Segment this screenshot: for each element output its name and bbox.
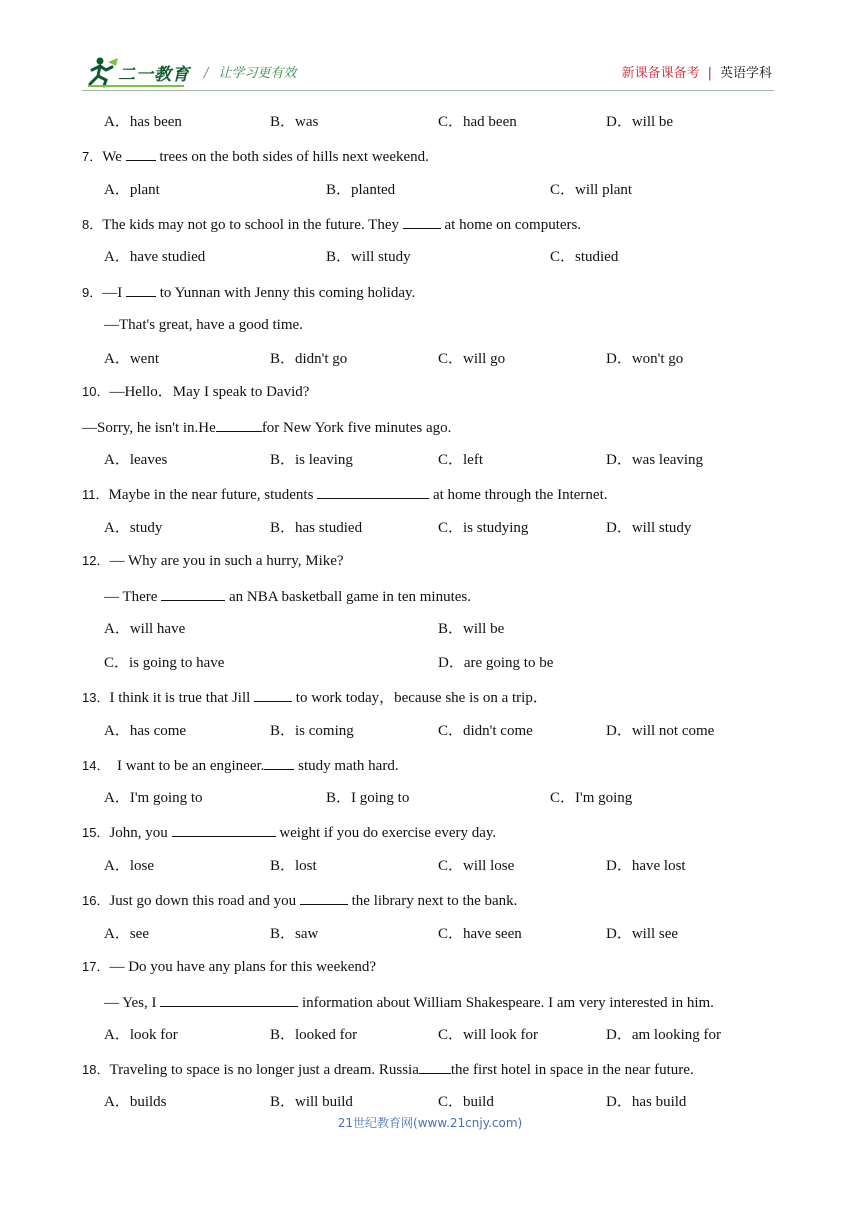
option-d: D．will not come bbox=[606, 723, 715, 739]
option-a: A．plant bbox=[104, 182, 160, 198]
option-d: D．will study bbox=[606, 520, 692, 536]
question-16 bbox=[82, 890, 517, 910]
question-12 bbox=[82, 552, 344, 570]
question-number: 9． bbox=[82, 285, 103, 300]
option-a: A．I'm going to bbox=[104, 790, 203, 806]
question-text-cont: trees on the both sides of hills next weekend. bbox=[155, 149, 429, 165]
question-11 bbox=[82, 484, 607, 504]
question-text-cont: at home on computers. bbox=[440, 217, 582, 233]
question-number: 13． bbox=[82, 690, 110, 705]
question-7 bbox=[82, 146, 429, 166]
option-a: A．has been bbox=[104, 114, 182, 130]
answer-blank bbox=[216, 417, 262, 432]
answer-blank bbox=[264, 755, 294, 770]
header-course-label: 新课备课备考 bbox=[621, 66, 700, 81]
option-b: B．was bbox=[270, 114, 319, 130]
answer-blank bbox=[126, 146, 156, 161]
option-a: A．leaves bbox=[104, 452, 168, 468]
question-number: 15． bbox=[82, 825, 110, 840]
option-a: A．have studied bbox=[104, 249, 206, 265]
option-c: C．will go bbox=[438, 351, 506, 367]
answer-blank bbox=[419, 1059, 451, 1074]
option-c: C．have seen bbox=[438, 926, 522, 942]
option-c: C．I'm going bbox=[550, 790, 633, 806]
question-text-cont: the library next to the bank. bbox=[347, 893, 518, 909]
question-text-cont: an NBA basketball game in ten minutes. bbox=[225, 589, 471, 605]
question-text-cont: to Yunnan with Jenny this coming holiday. bbox=[155, 285, 416, 301]
question-text: — There bbox=[104, 589, 162, 605]
question-18 bbox=[82, 1059, 694, 1079]
question-text-cont: for New York five minutes ago. bbox=[261, 420, 452, 436]
option-b: B．has studied bbox=[270, 520, 363, 536]
question-17 bbox=[82, 958, 376, 976]
header-divider bbox=[82, 90, 774, 91]
option-c: C．studied bbox=[550, 249, 619, 265]
question-text-cont: weight if you do exercise every day. bbox=[275, 825, 497, 841]
question-text: Traveling to space is no longer just a dream. Russia bbox=[109, 1062, 419, 1078]
question-15 bbox=[82, 822, 496, 842]
header-slogan bbox=[204, 62, 296, 81]
question-13 bbox=[82, 687, 548, 707]
option-a: A．went bbox=[104, 351, 159, 367]
question-9-reply: —That's great, have a good time. bbox=[104, 317, 303, 333]
answer-blank bbox=[160, 992, 298, 1007]
header-subject-label: 英语学科 bbox=[719, 66, 772, 81]
question-number: 14． bbox=[82, 758, 110, 773]
option-a: A．builds bbox=[104, 1094, 167, 1110]
question-text: We bbox=[102, 149, 126, 165]
question-10-reply bbox=[82, 417, 451, 437]
option-c: C．will plant bbox=[550, 182, 633, 198]
option-a: A．look for bbox=[104, 1027, 178, 1043]
option-a: A．study bbox=[104, 520, 163, 536]
question-text-cont: information about William Shakespeare. I am very interested in him. bbox=[298, 995, 714, 1011]
option-a: A．see bbox=[104, 926, 149, 942]
question-text: —I bbox=[102, 285, 126, 301]
question-text: Just go down this road and you bbox=[109, 893, 300, 909]
question-text: I think it is true that Jill bbox=[109, 690, 255, 706]
option-c: C．will look for bbox=[438, 1027, 538, 1043]
option-d: D．has build bbox=[606, 1094, 687, 1110]
option-d: D．have lost bbox=[606, 858, 686, 874]
question-number: 16． bbox=[82, 893, 110, 908]
question-text: — Do you have any plans for this weekend? bbox=[109, 959, 377, 975]
question-17-reply bbox=[104, 992, 714, 1012]
option-b: B．looked for bbox=[270, 1027, 358, 1043]
option-b: B．planted bbox=[326, 182, 396, 198]
answer-blank bbox=[403, 214, 441, 229]
option-d: D．was leaving bbox=[606, 452, 704, 468]
question-text: — Yes, I bbox=[104, 995, 161, 1011]
question-9 bbox=[82, 282, 415, 302]
option-c: C．didn't come bbox=[438, 723, 533, 739]
option-d: D．are going to be bbox=[438, 655, 554, 671]
question-number: 17． bbox=[82, 959, 110, 974]
option-b: B．saw bbox=[270, 926, 319, 942]
question-10 bbox=[82, 383, 309, 401]
option-d: D．am looking for bbox=[606, 1027, 721, 1043]
question-text-cont: the first hotel in space in the near future. bbox=[450, 1062, 694, 1078]
option-b: B．is coming bbox=[270, 723, 354, 739]
option-c: C．is studying bbox=[438, 520, 529, 536]
question-text: — Why are you in such a hurry, Mike? bbox=[109, 553, 344, 569]
question-text-cont: to work today，because she is on a trip． bbox=[292, 690, 548, 706]
question-number: 11． bbox=[82, 487, 109, 502]
question-text: —Sorry, he isn't in.He bbox=[82, 420, 216, 436]
answer-blank bbox=[126, 282, 156, 297]
option-a: A．has come bbox=[104, 723, 187, 739]
question-text-cont: study math hard. bbox=[294, 758, 399, 774]
question-number: 10． bbox=[82, 384, 110, 399]
option-c: C．left bbox=[438, 452, 483, 468]
option-b: B．will be bbox=[438, 621, 505, 637]
option-b: B．will study bbox=[326, 249, 411, 265]
option-c: C．build bbox=[438, 1094, 494, 1110]
option-a: A．lose bbox=[104, 858, 154, 874]
answer-blank bbox=[161, 586, 225, 601]
option-b: B．didn't go bbox=[270, 351, 348, 367]
question-8 bbox=[82, 214, 581, 234]
question-14 bbox=[82, 755, 399, 775]
option-b: B．will build bbox=[270, 1094, 353, 1110]
slogan-text: 让学习更有效 bbox=[218, 66, 297, 81]
option-b: B．I going to bbox=[326, 790, 410, 806]
answer-blank bbox=[172, 822, 276, 837]
slogan-separator: / bbox=[204, 66, 209, 81]
question-text: John, you bbox=[109, 825, 172, 841]
question-text: The kids may not go to school in the future. They bbox=[102, 217, 403, 233]
option-c: C．will lose bbox=[438, 858, 515, 874]
option-c: C．had been bbox=[438, 114, 517, 130]
answer-blank bbox=[300, 890, 348, 905]
question-12-reply bbox=[104, 586, 471, 606]
question-text: I want to be an engineer. bbox=[109, 758, 265, 774]
page-footer: 21世纪教育网(www.21cnjy.com) bbox=[337, 1116, 523, 1130]
option-b: B．is leaving bbox=[270, 452, 353, 468]
question-number: 8． bbox=[82, 217, 103, 232]
question-number: 7． bbox=[82, 149, 103, 164]
answer-blank bbox=[317, 484, 429, 499]
option-c: C．is going to have bbox=[104, 655, 225, 671]
option-d: D．won't go bbox=[606, 351, 684, 367]
question-text: Maybe in the near future, students bbox=[108, 487, 318, 503]
question-text-cont: at home through the Internet. bbox=[429, 487, 608, 503]
question-number: 18． bbox=[82, 1062, 110, 1077]
header-separator: | bbox=[707, 66, 712, 81]
answer-blank bbox=[254, 687, 292, 702]
logo-text: 二一教育 bbox=[118, 65, 190, 85]
question-number: 12． bbox=[82, 553, 110, 568]
option-d: D．will see bbox=[606, 926, 679, 942]
question-text: —Hello．May I speak to David? bbox=[109, 384, 310, 400]
page-header bbox=[0, 0, 860, 100]
option-a: A．will have bbox=[104, 621, 186, 637]
option-b: B．lost bbox=[270, 858, 317, 874]
option-d: D．will be bbox=[606, 114, 674, 130]
header-subject bbox=[622, 62, 772, 81]
